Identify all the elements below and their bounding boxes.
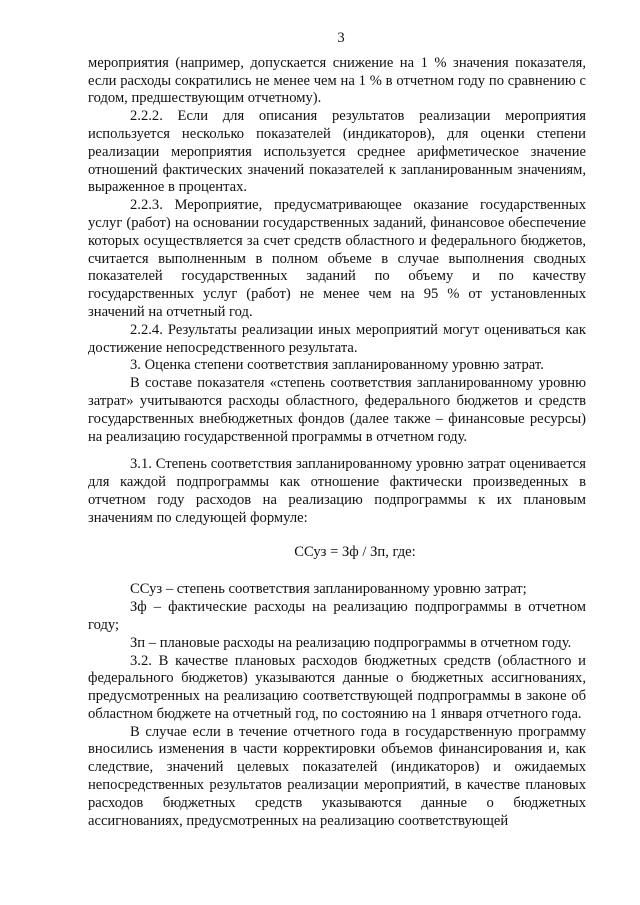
paragraph-2-2-3: 2.2.3. Мероприятие, предусматривающее оказание государственных услуг (работ) на основании государственных заданий, финансовое обеспечение которых осуществляется за счет средств областного и федерального бюджетов, считается выполненным в полном объеме в случае выполнения сводных показателей государственных заданий по объему и по качеству государственных услуг (работ) не менее чем на 95 % от установленных значений на отчетный год.: [88, 197, 586, 320]
definition-ssuz: ССуз – степень соответствия запланированному уровню затрат;: [130, 581, 527, 598]
paragraph-3-2: 3.2. В качестве плановых расходов бюджетных средств (областного и федерального бюджетов) указываются данные о бюджетных ассигнованиях, предусмотренных на реализацию соответствующей подпрограммы в законе об областном бюджете на отчетный год, по состоянию на 1 января отчетного года.: [88, 652, 586, 722]
paragraph-financial-resources: В составе показателя «степень соответствия запланированному уровню затрат» учитываются расходы областного, федерального бюджетов и средств государственных внебюджетных фондов (далее также – финансовые ресурсы) на реализацию государственной программы в отчетном году.: [88, 375, 586, 445]
formula: ССуз = Зф / Зп, где:: [294, 543, 416, 560]
document-page: [88, 30, 586, 830]
paragraph-2-2-4: 2.2.4. Результаты реализации иных мероприятий могут оцениваться как достижение непосредственного результата.: [88, 321, 586, 356]
definition-zp: Зп – плановые расходы на реализацию подпрограммы в отчетном году.: [130, 634, 572, 651]
paragraph-continuation: мероприятия (например, допускается снижение на 1 % значения показателя, если расходы сократились не менее чем на 1 % в отчетном году по сравнению с годом, предшествующим отчетному).: [88, 54, 586, 107]
paragraph-changes: В случае если в течение отчетного года в государственную программу вносились изменения в части корректировки объемов финансирования и, как следствие, значений целевых показателей (индикаторов) и ожидаемых непосредственных результатов реализации мероприятий, в качестве плановых расходов бюджетных средств указываются данные о бюджетных ассигнованиях, предусмотренных на реализацию соответствующей: [88, 723, 586, 829]
definition-zf: Зф – фактические расходы на реализацию подпрограммы в отчетном году;: [88, 599, 586, 633]
section-heading: 3. Оценка степени соответствия запланированному уровню затрат.: [130, 357, 544, 374]
page-number: 3: [337, 30, 345, 46]
paragraph-2-2-2: 2.2.2. Если для описания результатов реализации мероприятия используется несколько показателей (индикаторов), для оценки степени реализации мероприятия используется среднее арифметическое значение отношений фактических значений показателей к запланированным значениям, выраженное в процентах.: [88, 108, 586, 196]
paragraph-3-1: 3.1. Степень соответствия запланированному уровню затрат оценивается для каждой подпрограммы как отношение фактически произведенных в отчетном году расходов на реализацию подпрограммы к их плановым значениям по следующей формуле:: [88, 456, 586, 526]
